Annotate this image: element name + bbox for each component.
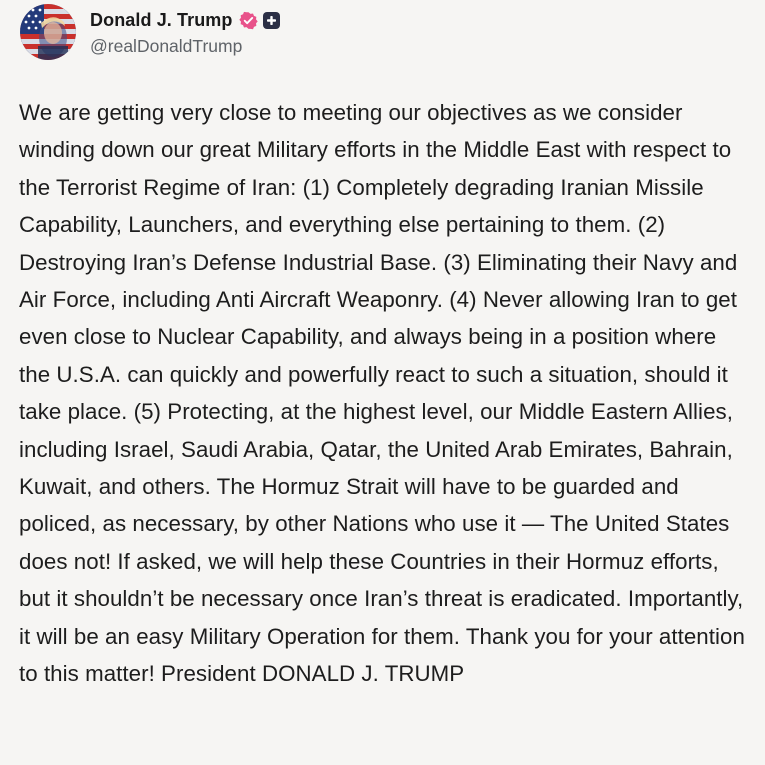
post-text: We are getting very close to meeting our objectives as we consider winding down our great Military efforts in the Middle East with respect to the Terrorist Regime of Iran: (1) Completely degrading Iranian Missile Capability, Launchers, and everything else pertaining to them. (2) Destroying Iran’s Defense Industrial Base. (3) Eliminating their Navy and Air Force, including Anti Aircraft Weaponry. (4) Never allowing Iran to get even close to Nuclear Capability, and always being in a position where the U.S.A. can quickly and powerfully react to such a situation, should it take place. (5) Protecting, at the highest level, our Middle Eastern Allies, including Israel, Saudi Arabia, Qatar, the United Arab Emirates, Bahrain, Kuwait, and others. The Hormuz Strait will have to be guarded and policed, as necessary, by other Nations who use it — The United States does not! If asked, we will help these Countries in their Hormuz efforts, but it shouldn’t be necessary once Iran’s threat is eradicated. Importantly, it will be an easy Military Operation for them. Thank you for your attention to this matter! President DONALD J. TRUMP [19, 100, 745, 687]
author-handle[interactable]: @realDonaldTrump [90, 35, 243, 56]
verified-badge-icon [239, 11, 258, 30]
flag-avatar-icon [20, 4, 76, 60]
author-avatar[interactable] [20, 4, 76, 60]
name-row [90, 8, 280, 34]
plus-badge-icon [263, 12, 280, 29]
author-identity [90, 8, 280, 57]
author-display-name[interactable]: Donald J. Trump [90, 10, 233, 30]
post-header [20, 4, 280, 60]
